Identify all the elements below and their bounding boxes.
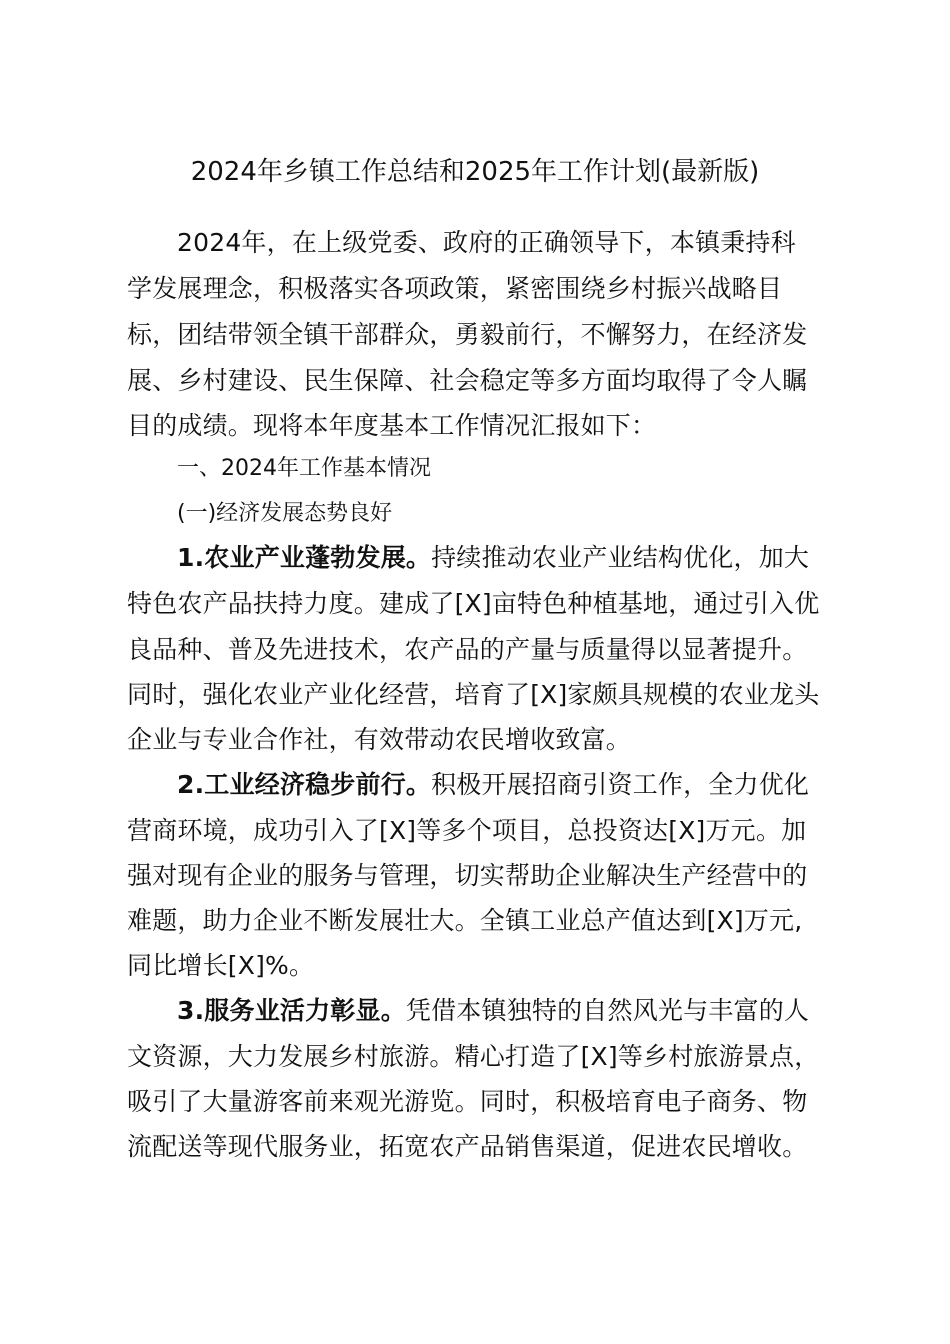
item2-lead: 2.工业经济稳步前行。 xyxy=(177,770,432,799)
item3-line: 文资源，大力发展乡村旅游。精心打造了[X]等乡村旅游景点， xyxy=(127,1042,820,1071)
item1-first-line xyxy=(177,540,809,576)
item3-line: 流配送等现代服务业，拓宽农产品销售渠道，促进农民增收。 xyxy=(127,1132,808,1161)
intro-line: 展、乡村建设、民生保障、社会稳定等多方面均取得了令人瞩 xyxy=(127,366,808,395)
item3-first-line xyxy=(177,993,809,1029)
item2-line: 难题，助力企业不断发展壮大。全镇工业总产值达到[X]万元, xyxy=(127,906,803,935)
item3-lead: 3.服务业活力彰显。 xyxy=(177,996,406,1025)
item2-line: 同比增长[X]%。 xyxy=(127,951,315,980)
item2-line: 营商环境，成功引入了[X]等多个项目，总投资达[X]万元。加 xyxy=(127,816,807,845)
item1-line: 企业与专业合作社，有效带动农民增收致富。 xyxy=(127,725,632,754)
item3-first-rest: 凭借本镇独特的自然风光与丰富的人 xyxy=(405,996,810,1025)
section-heading: 一、2024年工作基本情况 xyxy=(177,456,431,481)
subsection-heading: (一)经济发展态势良好 xyxy=(177,501,393,526)
item1-lead: 1.农业产业蓬勃发展。 xyxy=(177,543,432,572)
document-title: 2024年乡镇工作总结和2025年工作计划(最新版) xyxy=(190,157,760,187)
intro-line: 2024年，在上级党委、政府的正确领导下，本镇秉持科 xyxy=(177,228,796,257)
item1-first-rest: 持续推动农业产业结构优化，加大 xyxy=(431,543,810,572)
item1-line: 良品种、普及先进技术，农产品的产量与质量得以显著提升。 xyxy=(127,635,808,664)
item1-line: 特色农产品扶持力度。建成了[X]亩特色种植基地，通过引入优 xyxy=(127,589,820,618)
intro-line: 目的成绩。现将本年度基本工作情况汇报如下： xyxy=(127,411,657,440)
item3-line: 吸引了大量游客前来观光游览。同时，积极培育电子商务、物 xyxy=(127,1087,808,1116)
item2-first-rest: 积极开展招商引资工作，全力优化 xyxy=(431,770,810,799)
intro-line: 标，团结带领全镇干部群众，勇毅前行，不懈努力，在经济发 xyxy=(127,320,808,349)
item2-first-line xyxy=(177,767,809,803)
intro-line: 学发展理念，积极落实各项政策，紧密围绕乡村振兴战略目 xyxy=(127,274,783,303)
item1-line: 同时，强化农业产业化经营，培育了[X]家颇具规模的农业龙头 xyxy=(127,680,820,709)
item2-line: 强对现有企业的服务与管理，切实帮助企业解决生产经营中的 xyxy=(127,861,808,890)
